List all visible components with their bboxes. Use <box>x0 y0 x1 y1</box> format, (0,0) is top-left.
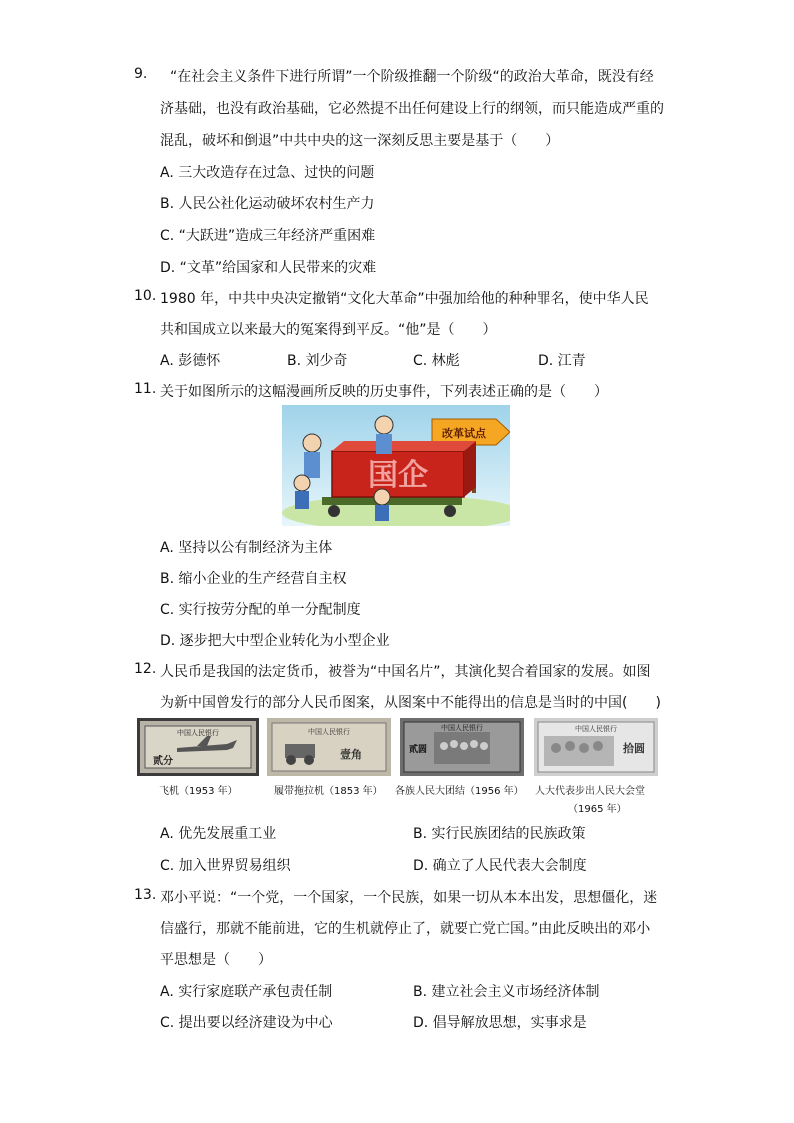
banknote-caption: 履带拖拉机（1853 年） <box>274 786 383 797</box>
banknote-header: 中国人民银行 <box>575 725 617 733</box>
banknote-airplane <box>137 718 259 780</box>
option-c: C. 林彪 <box>413 353 460 369</box>
question-text-line: 为新中国曾发行的部分人民币图案，从图案中不能得出的信息是当时的中国( ) <box>160 695 661 711</box>
question-number: 12. <box>134 661 157 677</box>
cartoon-illustration <box>282 405 510 526</box>
option-a: A. 彭德怀 <box>160 353 221 369</box>
option-c: C. 提出要以经济建设为中心 <box>160 1015 333 1031</box>
option-b: B. 刘少奇 <box>287 353 348 369</box>
banknote-image <box>534 718 658 776</box>
option-a: A. 三大改造存在过急、过快的问题 <box>160 165 375 181</box>
question-number: 10. <box>134 288 157 304</box>
banknote-image <box>267 718 391 776</box>
banknote-caption-year: （1965 年） <box>568 804 627 815</box>
question-text-line: 1980 年，中共中央决定撤销“文化大革命”中强加给他的种种罪名，使中华人民 <box>160 291 649 307</box>
banknote-unity <box>400 718 524 780</box>
option-a: A. 坚持以公有制经济为主体 <box>160 540 333 556</box>
banknote-image <box>137 718 259 776</box>
question-text-line: 平思想是（ ） <box>160 952 272 968</box>
banknote-value: 贰圆 <box>408 745 428 755</box>
banknote-caption: 人大代表步出人民大会堂 <box>535 786 645 797</box>
option-d: D. “文革”给国家和人民带来的灾难 <box>160 260 377 276</box>
banknote-congress <box>534 718 658 780</box>
option-d: D. 倡导解放思想，实事求是 <box>413 1015 587 1031</box>
option-d: D. 确立了人民代表大会制度 <box>413 858 587 874</box>
option-c: C. 加入世界贸易组织 <box>160 858 291 874</box>
banknote-header: 中国人民银行 <box>441 724 483 732</box>
question-text-line: 共和国成立以来最大的冤案得到平反。“他”是（ ） <box>160 322 497 338</box>
question-text-line: 人民币是我国的法定货币，被誉为“中国名片”，其演化契合着国家的发展。如图 <box>160 664 651 680</box>
option-d: D. 逐步把大中型企业转化为小型企业 <box>160 633 390 649</box>
option-b: B. 人民公社化运动破坏农村生产力 <box>160 196 375 212</box>
option-c: C. “大跃进”造成三年经济严重困难 <box>160 228 376 244</box>
reform-cartoon <box>282 405 510 526</box>
option-d: D. 江青 <box>538 353 586 369</box>
option-a: A. 优先发展重工业 <box>160 826 277 842</box>
option-a: A. 实行家庭联产承包责任制 <box>160 984 333 1000</box>
question-number: 13. <box>134 887 157 903</box>
option-b: B. 实行民族团结的民族政策 <box>413 826 586 842</box>
banknote-value: 壹角 <box>340 748 362 761</box>
question-text-line: 济基础，也没有政治基础，它必然提不出任何建设上行的纲领，而只能造成严重的 <box>160 101 664 117</box>
option-b: B. 缩小企业的生产经营自主权 <box>160 571 347 587</box>
banknote-header: 中国人民银行 <box>177 729 219 737</box>
question-text-line: 关于如图所示的这幅漫画所反映的历史事件，下列表述正确的是（ ） <box>160 384 608 400</box>
question-number: 11. <box>134 381 157 397</box>
option-b: B. 建立社会主义市场经济体制 <box>413 984 600 1000</box>
signpost-label: 改革试点 <box>442 427 486 440</box>
banknote-header: 中国人民银行 <box>308 728 350 736</box>
question-text-line: 邓小平说：“一个党，一个国家，一个民族，如果一切从本本出发，思想僵化，迷 <box>160 890 658 906</box>
block-label: 国企 <box>368 458 428 493</box>
banknote-caption: 飞机（1953 年） <box>159 786 238 797</box>
banknote-value: 贰分 <box>153 756 173 767</box>
question-text-line: 信盛行，那就不能前进，它的生机就停止了，就要亡党亡国。”由此反映出的邓小 <box>160 921 651 937</box>
banknote-value: 拾圆 <box>623 742 645 755</box>
option-c: C. 实行按劳分配的单一分配制度 <box>160 602 361 618</box>
banknote-caption: 各族人民大团结（1956 年） <box>395 786 524 797</box>
banknote-tractor <box>267 718 391 780</box>
question-text-line: 混乱，破坏和倒退”中共中央的这一深刻反思主要是基于（ ） <box>160 133 560 149</box>
banknote-image <box>400 718 524 776</box>
question-number: 9. <box>134 66 148 82</box>
question-text-line: “在社会主义条件下进行所谓”一个阶级推翻一个阶级“的政治大革命，既没有经 <box>170 69 654 85</box>
